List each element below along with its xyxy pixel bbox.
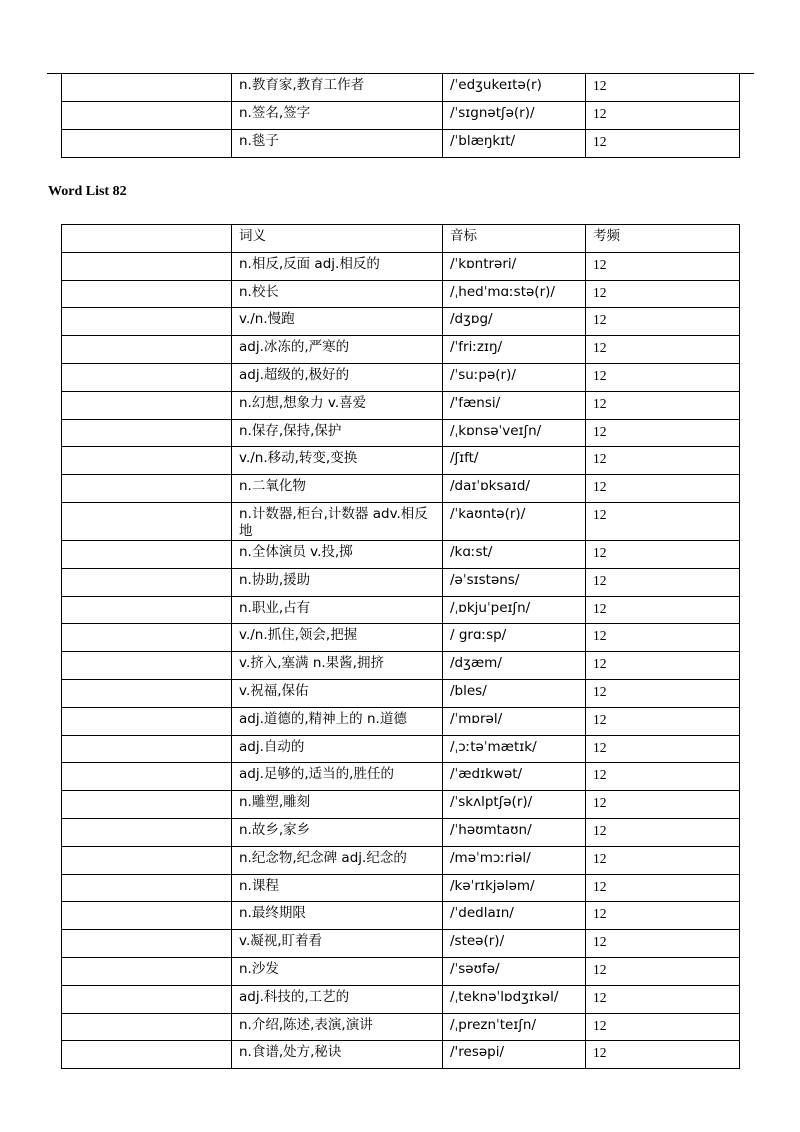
table-row — [62, 252, 740, 280]
frequency-cell: 12 — [586, 475, 740, 503]
frequency-cell: 12 — [586, 818, 740, 846]
meaning-cell: n.毯子 — [232, 130, 443, 158]
frequency-cell: 12 — [586, 1041, 740, 1069]
table-row — [62, 447, 740, 475]
phonetic-cell: /ˈskʌlptʃə(r)/ — [443, 791, 586, 819]
frequency-cell: 12 — [586, 596, 740, 624]
meaning-cell: n.雕塑,雕刻 — [232, 791, 443, 819]
meaning-cell: n.幻想,想象力 v.喜爱 — [232, 391, 443, 419]
phonetic-cell: /ˈkaʊntə(r)/ — [443, 502, 586, 540]
index-cell — [62, 846, 232, 874]
table-row — [62, 102, 740, 130]
phonetic-cell: /ˌkɒnsəˈveɪʃn/ — [443, 419, 586, 447]
table-row — [62, 363, 740, 391]
phonetic-cell: /dʒɒg/ — [443, 308, 586, 336]
meaning-cell: n.介绍,陈述,表演,演讲 — [232, 1013, 443, 1041]
frequency-cell: 12 — [586, 308, 740, 336]
table-row — [62, 568, 740, 596]
frequency-cell: 12 — [586, 874, 740, 902]
phonetic-cell: /ˈfriːzɪŋ/ — [443, 336, 586, 364]
index-cell — [62, 252, 232, 280]
frequency-cell: 12 — [586, 74, 740, 102]
meaning-cell: adj.足够的,适当的,胜任的 — [232, 763, 443, 791]
index-cell — [62, 930, 232, 958]
frequency-cell: 12 — [586, 985, 740, 1013]
table-row — [62, 652, 740, 680]
table-row — [62, 930, 740, 958]
meaning-cell: adj.冰冻的,严寒的 — [232, 336, 443, 364]
index-cell — [62, 419, 232, 447]
index-cell — [62, 130, 232, 158]
header-frequency: 考频 — [586, 225, 740, 253]
table-row — [62, 957, 740, 985]
index-cell — [62, 624, 232, 652]
meaning-cell: n.全体演员 v.投,掷 — [232, 540, 443, 568]
phonetic-cell: /ˈædɪkwət/ — [443, 763, 586, 791]
frequency-cell: 12 — [586, 930, 740, 958]
frequency-cell: 12 — [586, 336, 740, 364]
frequency-cell: 12 — [586, 540, 740, 568]
meaning-cell: v.凝视,盯着看 — [232, 930, 443, 958]
meaning-cell: adj.道德的,精神上的 n.道德 — [232, 707, 443, 735]
index-cell — [62, 957, 232, 985]
meaning-cell: n.食谱,处方,秘诀 — [232, 1041, 443, 1069]
index-cell — [62, 652, 232, 680]
frequency-cell: 12 — [586, 447, 740, 475]
table-header-row — [62, 225, 740, 253]
phonetic-cell: /ˈmɒrəl/ — [443, 707, 586, 735]
meaning-cell: n.课程 — [232, 874, 443, 902]
table-row — [62, 475, 740, 503]
index-cell — [62, 679, 232, 707]
table-row — [62, 1013, 740, 1041]
phonetic-cell: /məˈmɔːriəl/ — [443, 846, 586, 874]
frequency-cell: 12 — [586, 652, 740, 680]
phonetic-cell: / grɑːsp/ — [443, 624, 586, 652]
index-cell — [62, 336, 232, 364]
frequency-cell: 12 — [586, 363, 740, 391]
meaning-cell: n.职业,占有 — [232, 596, 443, 624]
table-row — [62, 679, 740, 707]
table-row — [62, 540, 740, 568]
table-row — [62, 846, 740, 874]
index-cell — [62, 1013, 232, 1041]
index-cell — [62, 985, 232, 1013]
phonetic-cell: /ˌpreznˈteɪʃn/ — [443, 1013, 586, 1041]
phonetic-cell: /ˌɒkjuˈpeɪʃn/ — [443, 596, 586, 624]
phonetic-cell: /'resəpi/ — [443, 1041, 586, 1069]
index-cell — [62, 363, 232, 391]
table-row — [62, 707, 740, 735]
meaning-cell: n.最终期限 — [232, 902, 443, 930]
word-table-continued — [61, 73, 740, 158]
table-row — [62, 308, 740, 336]
table-row — [62, 763, 740, 791]
phonetic-cell: /ˈkɒntrəri/ — [443, 252, 586, 280]
phonetic-cell: /daɪˈɒksaɪd/ — [443, 475, 586, 503]
phonetic-cell: /ˈsuːpə(r)/ — [443, 363, 586, 391]
frequency-cell: 12 — [586, 419, 740, 447]
phonetic-cell: /ˈedʒukeɪtə(r) — [443, 74, 586, 102]
meaning-cell: n.故乡,家乡 — [232, 818, 443, 846]
phonetic-cell: /ˌɔːtəˈmætɪk/ — [443, 735, 586, 763]
index-cell — [62, 225, 232, 253]
table-row — [62, 391, 740, 419]
phonetic-cell: /əˈsɪstəns/ — [443, 568, 586, 596]
table-row — [62, 735, 740, 763]
frequency-cell: 12 — [586, 568, 740, 596]
frequency-cell: 12 — [586, 763, 740, 791]
index-cell — [62, 102, 232, 130]
index-cell — [62, 735, 232, 763]
index-cell — [62, 475, 232, 503]
word-list-table — [61, 224, 740, 1069]
meaning-cell: adj.自动的 — [232, 735, 443, 763]
index-cell — [62, 502, 232, 540]
meaning-cell: v./n.慢跑 — [232, 308, 443, 336]
table-row — [62, 1041, 740, 1069]
table-row — [62, 280, 740, 308]
header-phonetic: 音标 — [443, 225, 586, 253]
phonetic-cell: /ˈblæŋkɪt/ — [443, 130, 586, 158]
meaning-cell: adj.科技的,工艺的 — [232, 985, 443, 1013]
table-row — [62, 985, 740, 1013]
frequency-cell: 12 — [586, 130, 740, 158]
frequency-cell: 12 — [586, 679, 740, 707]
index-cell — [62, 874, 232, 902]
index-cell — [62, 791, 232, 819]
frequency-cell: 12 — [586, 502, 740, 540]
phonetic-cell: /ˈhəʊmtaʊn/ — [443, 818, 586, 846]
index-cell — [62, 902, 232, 930]
phonetic-cell: /bles/ — [443, 679, 586, 707]
frequency-cell: 12 — [586, 252, 740, 280]
index-cell — [62, 308, 232, 336]
meaning-cell: adj.超级的,极好的 — [232, 363, 443, 391]
frequency-cell: 12 — [586, 957, 740, 985]
meaning-cell: n.沙发 — [232, 957, 443, 985]
frequency-cell: 12 — [586, 391, 740, 419]
index-cell — [62, 707, 232, 735]
table-row — [62, 502, 740, 540]
meaning-cell: v.挤入,塞满 n.果酱,拥挤 — [232, 652, 443, 680]
word-list-heading: Word List 82 — [48, 184, 127, 199]
index-cell — [62, 74, 232, 102]
meaning-cell: n.协助,援助 — [232, 568, 443, 596]
meaning-cell: n.计数器,柜台,计数器 adv.相反地 — [232, 502, 443, 540]
meaning-cell: n.签名,签字 — [232, 102, 443, 130]
meaning-cell: n.校长 — [232, 280, 443, 308]
index-cell — [62, 596, 232, 624]
meaning-cell: n.二氧化物 — [232, 475, 443, 503]
phonetic-cell: /ˈsəʊfə/ — [443, 957, 586, 985]
table-row — [62, 791, 740, 819]
index-cell — [62, 1041, 232, 1069]
index-cell — [62, 568, 232, 596]
meaning-cell: v./n.移动,转变,变换 — [232, 447, 443, 475]
frequency-cell: 12 — [586, 902, 740, 930]
phonetic-cell: /ˌhedˈmɑːstə(r)/ — [443, 280, 586, 308]
index-cell — [62, 540, 232, 568]
frequency-cell: 12 — [586, 735, 740, 763]
phonetic-cell: /'fænsi/ — [443, 391, 586, 419]
table-row — [62, 624, 740, 652]
phonetic-cell: /kɑːst/ — [443, 540, 586, 568]
table-row — [62, 130, 740, 158]
phonetic-cell: /kəˈrɪkjələm/ — [443, 874, 586, 902]
phonetic-cell: /ʃɪft/ — [443, 447, 586, 475]
table-row — [62, 74, 740, 102]
meaning-cell: n.相反,反面 adj.相反的 — [232, 252, 443, 280]
frequency-cell: 12 — [586, 791, 740, 819]
frequency-cell: 12 — [586, 1013, 740, 1041]
index-cell — [62, 763, 232, 791]
index-cell — [62, 447, 232, 475]
table-row — [62, 336, 740, 364]
frequency-cell: 12 — [586, 624, 740, 652]
frequency-cell: 12 — [586, 280, 740, 308]
index-cell — [62, 391, 232, 419]
index-cell — [62, 818, 232, 846]
meaning-cell: n.保存,保持,保护 — [232, 419, 443, 447]
header-meaning: 词义 — [232, 225, 443, 253]
phonetic-cell: /ˈdedlaɪn/ — [443, 902, 586, 930]
table-row — [62, 874, 740, 902]
frequency-cell: 12 — [586, 846, 740, 874]
meaning-cell: n.教育家,教育工作者 — [232, 74, 443, 102]
meaning-cell: v.祝福,保佑 — [232, 679, 443, 707]
meaning-cell: v./n.抓住,领会,把握 — [232, 624, 443, 652]
index-cell — [62, 280, 232, 308]
frequency-cell: 12 — [586, 707, 740, 735]
phonetic-cell: /dʒæm/ — [443, 652, 586, 680]
table-row — [62, 596, 740, 624]
frequency-cell: 12 — [586, 102, 740, 130]
phonetic-cell: /ˈsɪgnətʃə(r)/ — [443, 102, 586, 130]
table-row — [62, 419, 740, 447]
table-row — [62, 818, 740, 846]
table-row — [62, 902, 740, 930]
meaning-cell: n.纪念物,纪念碑 adj.纪念的 — [232, 846, 443, 874]
phonetic-cell: /ˌteknəˈlɒdʒɪkəl/ — [443, 985, 586, 1013]
phonetic-cell: /steə(r)/ — [443, 930, 586, 958]
